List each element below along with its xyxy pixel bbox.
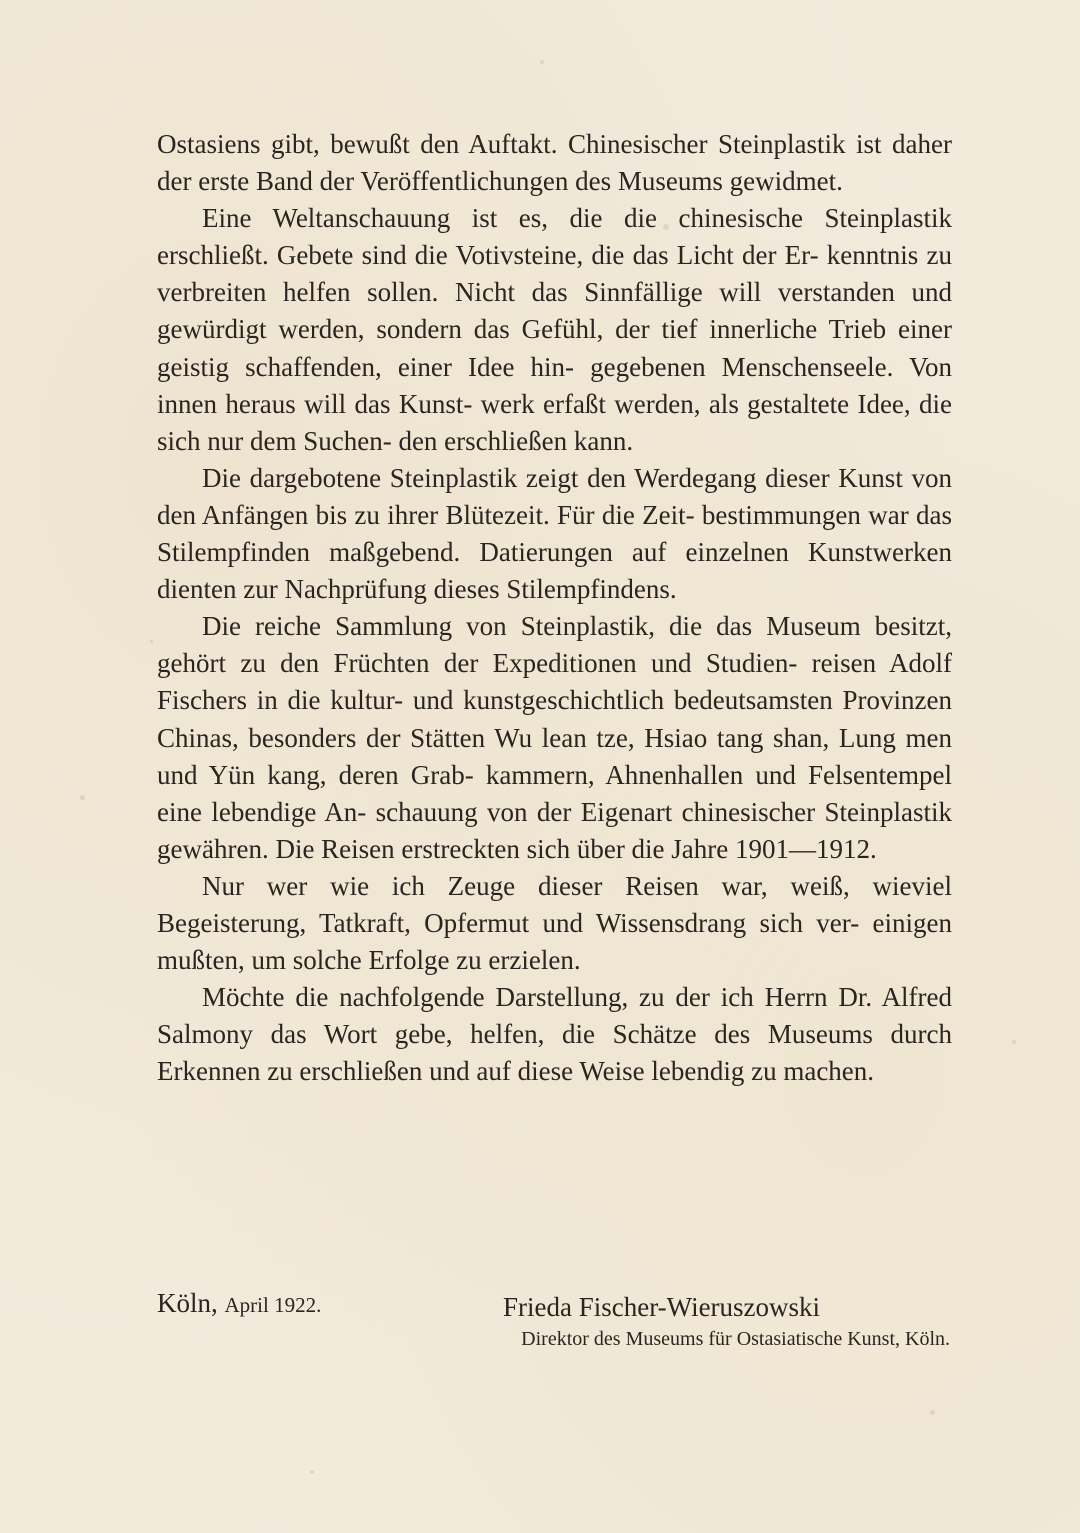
paper-speck (540, 60, 544, 64)
paragraph: Möchte die nachfolgende Darstellung, zu der ich Herrn Dr. Alfred Salmony das Wort gebe, helfen, die Schätze des Museums durch Erkennen zu erschließen und auf diese Weise lebendig zu machen. (157, 982, 952, 1087)
paragraph: Nur wer wie ich Zeuge dieser Reisen war, weiß, wieviel Begeisterung, Tatkraft, Opfermut und Wissensdrang sich ver- einigen mußten, um solche Erfolge zu erzielen. (157, 870, 952, 976)
paragraph: Die reiche Sammlung von Steinplastik, die das Museum besitzt, gehört zu den Früchten der Expeditionen und Studien- reisen Adolf Fischers in die kultur- und kunstgeschichtlich bedeutsamsten Provinzen Chinas, besonders der Stätten Wu lean tze, Hsiao tang shan, Lung men und Yün kang, deren Grab- kammern, Ahnenhallen und Felsentempel eine lebendige An- schauung von der Eigenart chinesischer Steinplastik gewähren. Die Reisen erstreckten sich über die Jahre 1901—1912. (157, 611, 952, 864)
date: April 1922. (224, 1293, 322, 1317)
paper-speck (1012, 1040, 1016, 1044)
body-text (157, 126, 952, 1090)
paper-speck (150, 640, 153, 643)
paragraph: Die dargebotene Steinplastik zeigt den Werdegang dieser Kunst von den Anfängen bis zu ihrer Blütezeit. Für die Zeit- bestimmungen war das Stilempfinden maßgebend. Datierungen auf einzelnen Kunstwerken dienten zur Nachprüfung dieses Stilempfindens. (157, 462, 952, 605)
paragraph: Ostasiens gibt, bewußt den Auftakt. Chinesischer Steinplastik ist daher der erste Band der Veröffentlichungen des Museums gewidmet. (157, 129, 952, 197)
closing-block (157, 1288, 952, 1368)
signatory-name: Frieda Fischer-Wieruszowski (503, 1292, 821, 1322)
place: Köln, (157, 1288, 218, 1318)
paragraph: Eine Weltanschauung ist es, die die chinesische Steinplastik erschließt. Gebete sind die Votivsteine, die das Licht der Er- kenntnis zu verbreiten helfen sollen. Nicht das Sinnfällige will verstanden und gewürdigt werden, sondern das Gefühl, der tief innerliche Trieb einer geistig schaffenden, einer Idee hin- gegebenen Menschenseele. Von innen heraus will das Kunst- werk erfaßt werden, als gestaltete Idee, die sich nur dem Suchen- den erschließen kann. (157, 203, 952, 456)
paper-speck (930, 1410, 935, 1415)
place-date (157, 1288, 321, 1319)
signatory-title: Direktor des Museums für Ostasiatische Kunst, Köln. (521, 1328, 950, 1350)
paper-speck (310, 1470, 314, 1474)
paper-speck (80, 795, 85, 800)
